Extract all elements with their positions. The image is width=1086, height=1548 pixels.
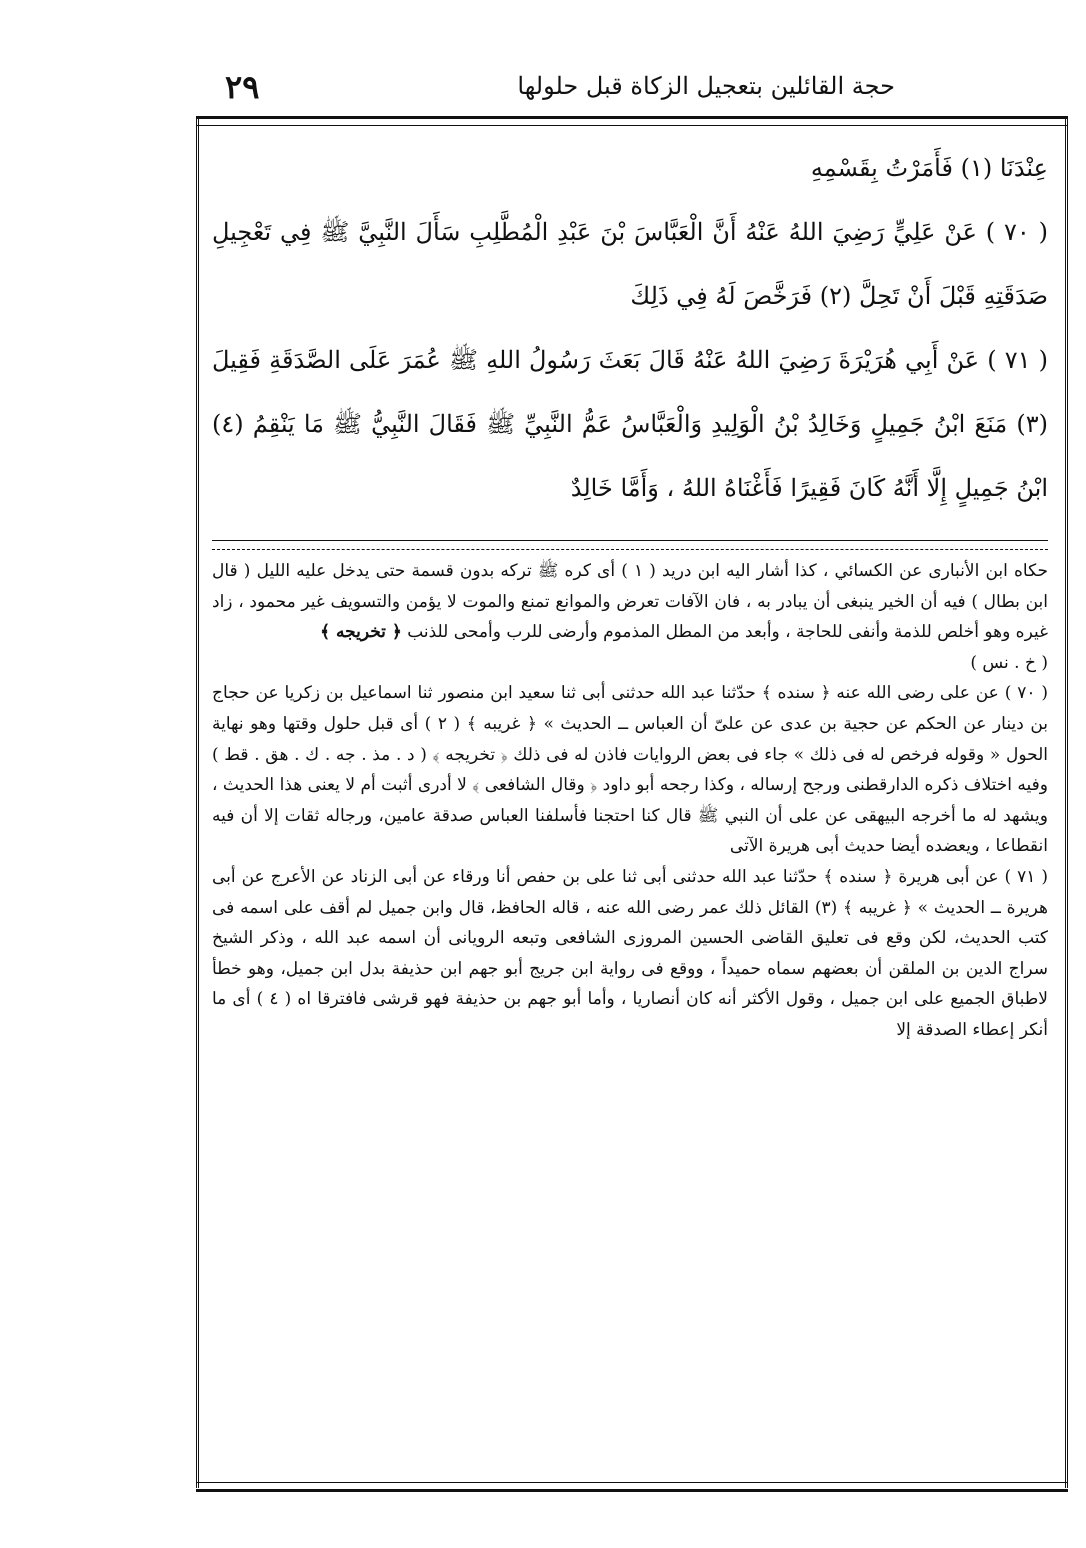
takhrij-marker: ﴿ تخريجه ﴾ xyxy=(320,622,402,643)
bottom-double-rule xyxy=(196,1482,1068,1492)
note-hadith-71: ( ٧١ ) عن أبى هريرة ﴿ سنده ﴾ حدّثنا عبد الله حدثنى أبى ثنا على بن حفص أنا ورقاء عن أبى الزناد عن الأعرج عن أبى هريرة ــ الحديث » ﴿ غريبه ﴾ (٣) القائل ذلك عمر رضى الله عنه ، قاله الحافظ، قال وابن جميل لم أقف على اسمه فى كتب الحديث، لكن وقع فى تعليق القاضى الحسين المروزى الشافعى وتبعه الرويانى أن اسمه عبد الله ، وذكر الشيخ سراج الدين بن الملقن أن بعضهم سماه حميداً ، ووقع فى رواية ابن جريج أبو جهم ابن حذيفة بدل ابن جميل، وهو خطأ لاطباق الجميع على ابن جميل ، وقول الأكثر أنه كان أنصاريا ، وأما أبو جهم بن حذيفة فهو قرشى فافترقا اه ( ٤ ) أى ما أنكر إعطاء الصدقة إلا xyxy=(212,866,1048,1040)
note-continuation xyxy=(212,556,1048,648)
hadith-70: ( ٧٠ ) عَنْ عَلِيٍّ رَضِيَ اللهُ عَنْهُ أَنَّ الْعَبَّاسَ بْنَ عَبْدِ الْمُطَّلِبِ سَأَلَ النَّبِيَّ ﷺ فِي تَعْجِيلِ صَدَقَتِهِ قَبْلَ أَنْ تَحِلَّ (٢) فَرَخَّصَ لَهُ فِي ذَلِكَ xyxy=(212,218,1049,310)
main-text xyxy=(212,136,1048,536)
hadith-71: ( ٧١ ) عَنْ أَبِي هُرَيْرَةَ رَضِيَ اللهُ عَنْهُ قَالَ بَعَثَ رَسُولُ اللهِ ﷺ عُمَرَ عَلَى الصَّدَقَةِ فَقِيلَ (٣) مَنَعَ ابْنُ جَمِيلٍ وَخَالِدُ بْنُ الْوَلِيدِ وَالْعَبَّاسُ عَمُّ النَّبِيِّ ﷺ فَقَالَ النَّبِيُّ ﷺ مَا يَنْقِمُ (٤) ابْنُ جَمِيلٍ إِلَّا أَنَّهُ كَانَ فَقِيرًا فَأَغْنَاهُ اللهُ ، وَأَمَّا خَالِدٌ xyxy=(212,346,1049,502)
footnotes xyxy=(212,556,1048,1476)
footnote-separator xyxy=(212,540,1048,550)
note-continuation-text: حكاه ابن الأنبارى عن الكسائي ، كذا أشار اليه ابن دريد ( ١ ) أى كره ﷺ تركه بدون قسمة حتى يدخل عليه الليل ( قال ابن بطال ) فيه أن الخير ينبغى أن يبادر به ، فان الآفات تعرض والموانع تمنع والموت لا يؤمن والتسويف غير محمود ، زاد غيره وهو أخلص للذمة وأنفى للحاجة ، وأبعد من المطل المذموم وأرضى للرب وأمحى للذنب xyxy=(212,561,1048,643)
note-hadith-70: ( ٧٠ ) عن على رضى الله عنه ﴿ سنده ﴾ حدّثنا عبد الله حدثنى أبى ثنا سعيد ابن منصور ثنا اسماعيل بن زكريا عن حجاج بن دينار عن الحكم عن حجية بن عدى عن علىّ أن العباس ــ الحديث » ﴿ غريبه ﴾ ( ٢ ) أى قبل حلول وقتها وهو نهاية الحول « وقوله فرخص له فى ذلك » جاء فى بعض الروايات فاذن له فى ذلك ﴿ تخريجه ﴾ ( د . مذ . جه . ك . هق . قط ) وفيه اختلاف ذكره الدارقطنى ورجح إرساله ، وكذا رجحه أبو داود ﴿ وقال الشافعى ﴾ لا أدرى أثبت أم لا يعنى هذا الحديث ، ويشهد له ما أخرجه البيهقى عن على أن النبي ﷺ قال كنا احتجنا فأسلفنا العباس صدقة عامين، ورجاله ثقات إلا أن فيه انقطاعا ، ويعضده أيضا حديث أبى هريرة الآتى xyxy=(212,683,1049,857)
page-header xyxy=(195,68,895,112)
page-number: ٢٩ xyxy=(225,68,260,106)
note-takhrij: ( خ . نس ) xyxy=(970,652,1048,673)
main-line-continuation: عِنْدَنَا (١) فَأَمَرْتُ بِقَسْمِهِ xyxy=(810,154,1048,182)
running-title: حجة القائلين بتعجيل الزكاة قبل حلولها xyxy=(517,72,895,100)
